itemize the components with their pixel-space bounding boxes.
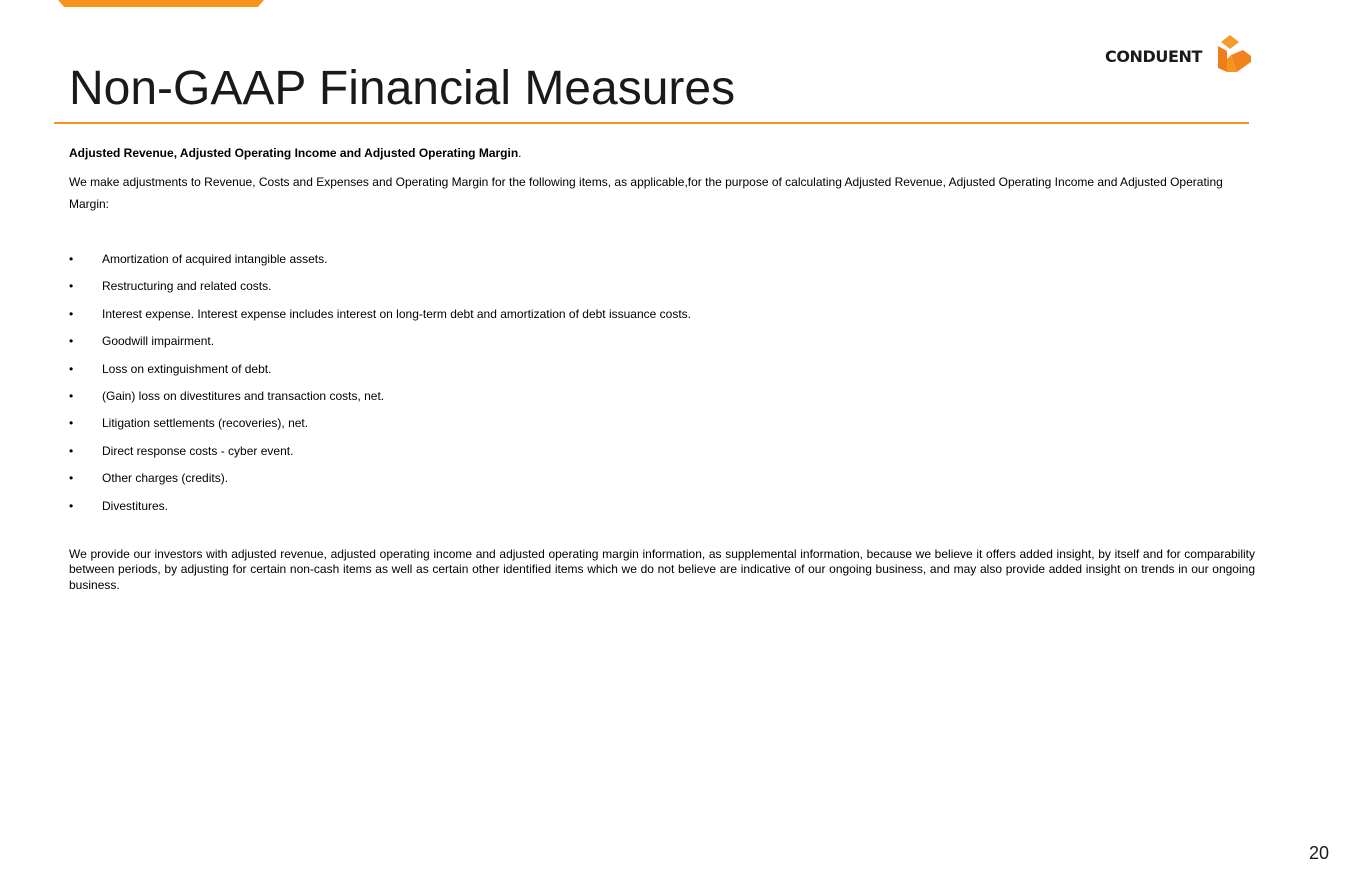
bullet-icon: • (69, 306, 74, 321)
list-item-text: Litigation settlements (recoveries), net. (102, 416, 309, 431)
page-title: Non-GAAP Financial Measures (69, 62, 736, 115)
list-item-text: Restructuring and related costs. (102, 279, 272, 294)
bullet-icon: • (69, 388, 74, 403)
list-item (69, 389, 1255, 403)
bullet-icon: • (69, 416, 74, 431)
conduent-logo-mark-icon (1211, 34, 1251, 74)
bullet-icon: • (69, 279, 74, 294)
list-item (69, 471, 1255, 485)
list-item (69, 279, 1255, 293)
list-item-text: Interest expense. Interest expense includes interest on long-term debt and amortization of debt issuance costs. (102, 306, 692, 321)
slide-content (69, 146, 1255, 593)
list-item-text: (Gain) loss on divestitures and transaction costs, net. (102, 388, 385, 403)
logo-wordmark: CONDUENT (1105, 47, 1203, 66)
list-item-text: Amortization of acquired intangible assets. (102, 252, 328, 266)
bullet-icon: • (69, 443, 74, 458)
list-item (69, 499, 1255, 513)
top-accent-tab (58, 0, 264, 7)
adjustment-items-list (69, 252, 1255, 513)
list-item (69, 307, 1255, 321)
closing-paragraph: We provide our investors with adjusted revenue, adjusted operating income and adjusted operating margin information, as supplemental information, because we believe it offers added insight, by itself and for comparability between periods, by adjusting for certain non-cash items as well as certain other identified items which we do not believe are indicative of our ongoing business, and may also provide added insight on trends in our ongoing business. (69, 546, 1255, 592)
section-heading (69, 146, 1255, 160)
intro-paragraph: We make adjustments to Revenue, Costs and Expenses and Operating Margin for the following items, as applicable,for the purpose of calculating Adjusted Revenue, Adjusted Operating Income and Adjusted Operating Margin: (69, 175, 1223, 211)
conduent-logo (1105, 34, 1251, 74)
bullet-icon: • (69, 334, 74, 349)
list-item-text: Divestitures. (102, 498, 169, 513)
list-item-text: Loss on extinguishment of debt. (102, 361, 272, 376)
list-item (69, 362, 1255, 376)
list-item (69, 444, 1255, 458)
bullet-icon: • (69, 471, 74, 486)
page-number: 20 (1309, 843, 1330, 863)
list-item-text: Other charges (credits). (102, 471, 229, 486)
bullet-icon: • (69, 361, 74, 376)
list-item (69, 252, 1255, 266)
section-heading-period: . (518, 146, 522, 160)
section-heading-text: Adjusted Revenue, Adjusted Operating Income and Adjusted Operating Margin (69, 146, 519, 160)
bullet-icon: • (69, 498, 74, 513)
list-item (69, 416, 1255, 430)
list-item (69, 334, 1255, 348)
list-item-text: Goodwill impairment. (102, 334, 215, 349)
title-divider (54, 122, 1249, 124)
list-item-text: Direct response costs - cyber event. (102, 443, 294, 458)
bullet-icon: • (69, 252, 74, 266)
